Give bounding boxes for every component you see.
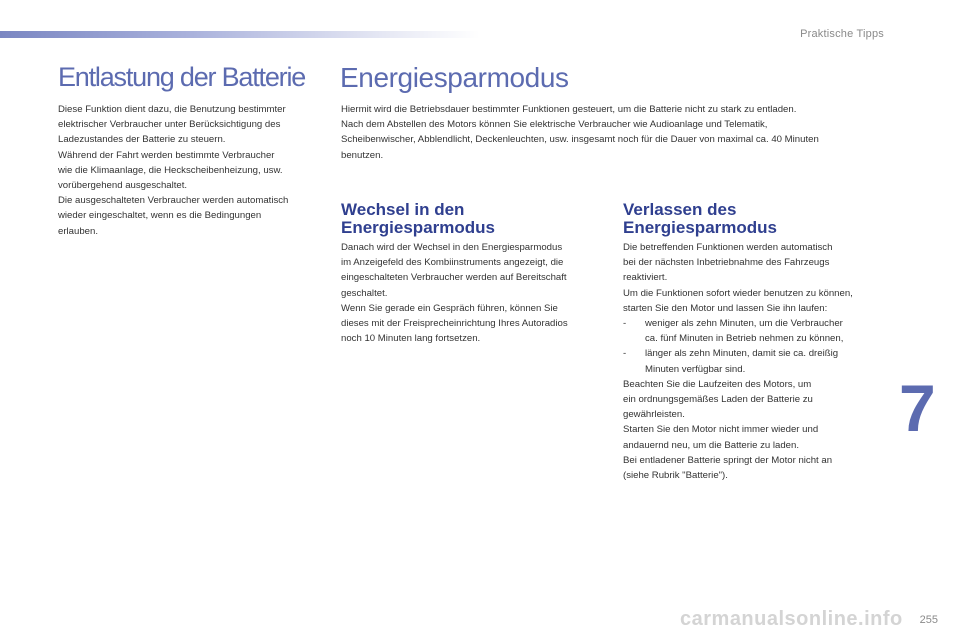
energy-saving-intro-text [341, 102, 901, 163]
text-line: Bei entladener Batterie springt der Motor nicht an [623, 454, 833, 466]
text-line: Scheibenwischer, Abblendlicht, Deckenleuchten, usw. insgesamt noch für die Dauer von maximal ca. 40 Minuten [341, 134, 819, 146]
text-line: Beachten Sie die Laufzeiten des Motors, um [623, 378, 812, 390]
text-line: Ladezustandes der Batterie zu steuern. [58, 134, 226, 146]
heading-line: Verlassen des [623, 200, 737, 219]
text-line: ein ordnungsgemäßes Laden der Batterie zu [623, 394, 813, 406]
text-line: länger als zehn Minuten, damit sie ca. dreißig [645, 348, 839, 360]
heading-line: Energiesparmodus [341, 218, 495, 237]
heading-line: Energiesparmodus [623, 218, 777, 237]
heading-enter-energy-saving [341, 201, 495, 237]
text-line: Die ausgeschalteten Verbraucher werden automatisch [58, 195, 289, 207]
section-label: Praktische Tipps [800, 28, 884, 40]
list-dash: - [623, 348, 627, 360]
text-line: (siehe Rubrik "Batterie"). [623, 470, 728, 482]
header-accent-bar [0, 31, 480, 38]
text-line: Danach wird der Wechsel in den Energiesparmodus [341, 242, 563, 253]
text-line: elektrischer Verbraucher unter Berücksichtigung des [58, 119, 281, 131]
text-line: wie die Klimaanlage, die Heckscheibenheizung, usw. [58, 164, 283, 176]
list-item [623, 316, 893, 346]
text-line: dieses mit der Freisprecheinrichtung Ihres Autoradios [341, 318, 568, 330]
heading-exit-energy-saving [623, 201, 777, 237]
enter-energy-saving-text [341, 240, 611, 346]
text-line: Die betreffenden Funktionen werden automatisch [623, 242, 833, 253]
text-line: Starten Sie den Motor nicht immer wieder und [623, 424, 819, 436]
chapter-number: 7 [899, 371, 936, 445]
exit-energy-saving-text [623, 240, 893, 483]
text-line: reaktiviert. [623, 272, 668, 284]
text-line: Nach dem Abstellen des Motors können Sie elektrische Verbraucher wie Audioanlage und Telematik, [341, 119, 768, 131]
text-line: Um die Funktionen sofort wieder benutzen zu können, [623, 287, 853, 299]
text-line: im Anzeigefeld des Kombiinstruments angezeigt, die [341, 257, 564, 269]
text-line: benutzen. [341, 149, 384, 161]
text-line: andauernd neu, um die Batterie zu laden. [623, 439, 800, 451]
text-line: bei der nächsten Inbetriebnahme des Fahrzeugs [623, 257, 830, 269]
text-line: weniger als zehn Minuten, um die Verbraucher [645, 318, 843, 330]
text-line: gewährleisten. [623, 409, 685, 421]
battery-relief-text [58, 102, 328, 239]
text-line: vorübergehend ausgeschaltet. [58, 180, 188, 192]
list-item-text [645, 316, 843, 346]
page-number: 255 [919, 614, 938, 626]
title-energy-saving-mode: Energiesparmodus [340, 62, 569, 93]
text-line: noch 10 Minuten lang fortsetzen. [341, 333, 481, 345]
text-line: Hiermit wird die Betriebsdauer bestimmter Funktionen gesteuert, um die Batterie nicht zu stark zu entladen. [341, 104, 797, 115]
text-line: starten Sie den Motor und lassen Sie ihn laufen: [623, 302, 828, 314]
text-line: Wenn Sie gerade ein Gespräch führen, können Sie [341, 302, 558, 314]
text-line: erlauben. [58, 225, 99, 237]
text-line: Diese Funktion dient dazu, die Benutzung bestimmter [58, 104, 286, 115]
text-line: Während der Fahrt werden bestimmte Verbraucher [58, 149, 275, 161]
list-item [623, 346, 893, 376]
watermark: carmanualsonline.info [680, 608, 903, 630]
text-line: eingeschalteten Verbraucher werden auf Bereitschaft [341, 272, 567, 284]
heading-line: Wechsel in den [341, 200, 465, 219]
text-line: ca. fünf Minuten in Betrieb nehmen zu können, [645, 333, 844, 345]
title-battery-relief: Entlastung der Batterie [58, 62, 306, 92]
list-dash: - [623, 318, 627, 330]
text-line: wieder eingeschaltet, wenn es die Bedingungen [58, 210, 262, 222]
list-item-text [645, 346, 838, 376]
text-line: geschaltet. [341, 287, 388, 299]
text-line: Minuten verfügbar sind. [645, 363, 746, 375]
